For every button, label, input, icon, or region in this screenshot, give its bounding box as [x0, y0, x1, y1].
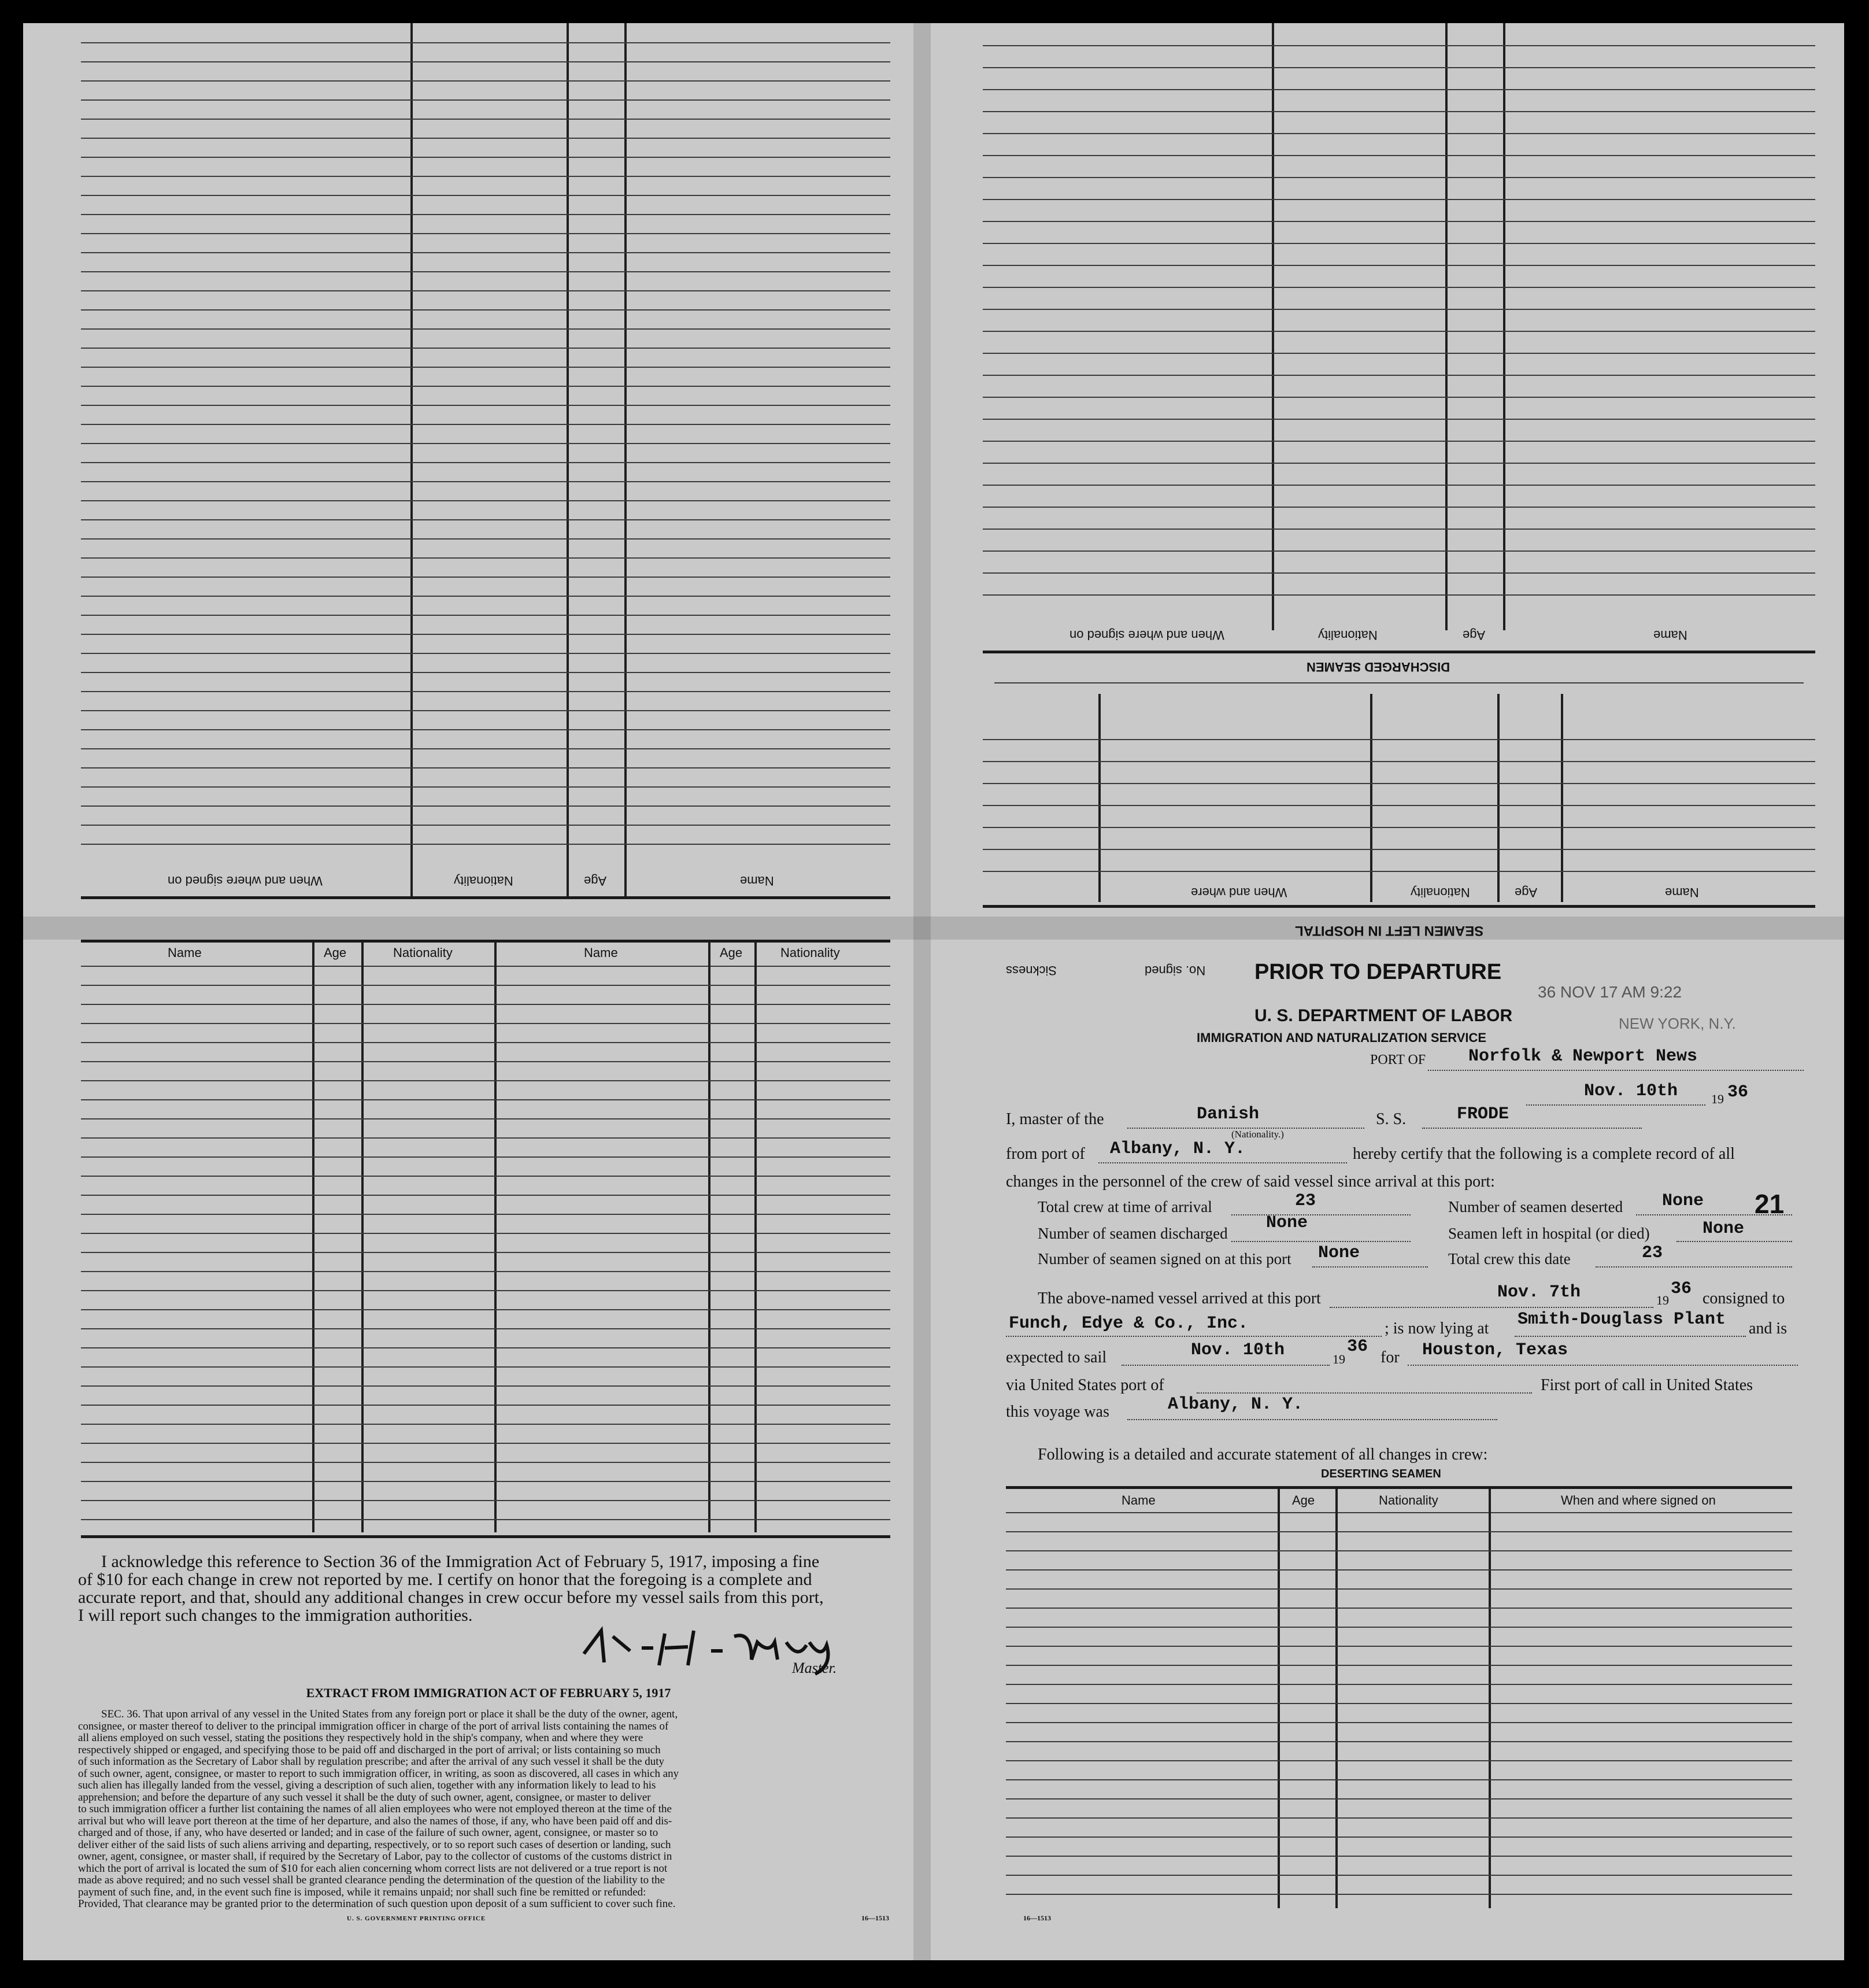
stamp-city: NEW YORK, N.Y.: [1619, 1015, 1736, 1032]
extract-body: [78, 1709, 899, 1911]
table-row-line: [983, 133, 1815, 134]
table-row-line: [81, 557, 890, 559]
table-row-line: [81, 1462, 890, 1463]
consigned-label: consigned to: [1703, 1289, 1785, 1307]
deserting-table: [1006, 1486, 1792, 1914]
deserting-header-age: Age: [1292, 1493, 1315, 1507]
table-row-line: [81, 985, 890, 986]
table-row-line: [81, 1080, 890, 1081]
table-row-line: [81, 1233, 890, 1234]
table-row-line: [81, 1176, 890, 1177]
certify-text: hereby certify that the following is a complete record of all: [1353, 1145, 1735, 1163]
bottom-left-rows: [81, 966, 890, 1532]
date-year-prefix: 19: [1711, 1092, 1724, 1106]
table-row-line: [1006, 1760, 1792, 1761]
table-row-line: [1006, 1856, 1792, 1857]
first-port-label: First port of call in United States: [1541, 1376, 1753, 1394]
extract-line: deliver either of the said lists of such aliens arriving and departing, respectively, or to so report such cases of desertion or landing, such: [78, 1839, 671, 1851]
top-left-table: [81, 23, 890, 917]
table-row-line: [81, 424, 890, 425]
port-label: PORT OF: [1370, 1052, 1426, 1067]
table-row-line: [1006, 1550, 1792, 1551]
table-row-line: [81, 500, 890, 501]
deserted-mark: 21: [1755, 1189, 1785, 1219]
table-row-line: [81, 252, 890, 253]
tl-header-name: Name: [740, 874, 774, 888]
table-row-line: [81, 1156, 890, 1158]
table-row-line: [983, 739, 1815, 740]
for-label: for: [1381, 1348, 1400, 1366]
table-row-line: [81, 825, 890, 826]
table-row-line: [1006, 1722, 1792, 1723]
hospital-title: SEAMEN LEFT IN HOSPITAL: [1295, 923, 1484, 938]
table-row-line: [81, 1137, 890, 1139]
table-row-line: [983, 309, 1815, 310]
bl-header-name-2: Name: [584, 945, 618, 960]
table-row-line: [81, 1405, 890, 1406]
hospital-value: None: [1703, 1219, 1745, 1239]
arrived-year-prefix: 19: [1656, 1293, 1669, 1307]
deserted-value: None: [1662, 1191, 1704, 1211]
discharged-header-nationality: Nationality: [1318, 628, 1378, 642]
voyage-value: Albany, N. Y.: [1168, 1395, 1304, 1414]
ack-line-4: I will report such changes to the immigration authorities.: [78, 1606, 473, 1625]
extract-line: respectively shipped or engaged, and specifying those to be paid off and discharged in the port of arrival; or lists containing so much: [78, 1744, 661, 1756]
table-row-line: [983, 594, 1815, 596]
from-port-label: from port of: [1006, 1145, 1085, 1163]
changes-text: changes in the personnel of the crew of said vessel since arrival at this port:: [1006, 1173, 1495, 1191]
table-row-line: [81, 1309, 890, 1310]
hospital-header-nationality: Nationality: [1411, 885, 1470, 900]
consignee-value: Funch, Edye & Co., Inc.: [1009, 1314, 1249, 1333]
bl-form-number: 16—1513: [861, 1914, 889, 1922]
table-row-line: [81, 1290, 890, 1291]
hospital-header-when: When and where: [1191, 885, 1287, 900]
table-row-line: [983, 375, 1815, 376]
table-row-line: [81, 1500, 890, 1501]
document-sheet: [23, 23, 1844, 1960]
form-number: 16—1513: [1023, 1914, 1051, 1922]
table-row-line: [81, 1061, 890, 1062]
bl-header-age-1: Age: [324, 945, 347, 960]
lying-value: Smith-Douglass Plant: [1518, 1310, 1726, 1329]
table-row-line: [81, 1519, 890, 1520]
discharged-header-name: Name: [1653, 628, 1687, 642]
nationality-caption: (Nationality.): [1231, 1129, 1284, 1140]
table-row-line: [81, 271, 890, 272]
table-row-line: [983, 419, 1815, 420]
tl-header-nationality: Nationality: [454, 874, 513, 888]
expected-value: Nov. 10th: [1191, 1340, 1285, 1360]
lying-label: ; is now lying at: [1385, 1320, 1489, 1337]
ack-line-1: I acknowledge this reference to Section 36 of the Immigration Act of February 5, 1917, imposing a fine: [101, 1552, 820, 1571]
extract-line: Provided, That clearance may be granted prior to the determination of such question upon deposit of a sum sufficient to cover such fine.: [78, 1898, 676, 1910]
date-value: Nov. 10th: [1584, 1081, 1678, 1101]
table-row-line: [81, 328, 890, 330]
table-row-line: [81, 80, 890, 82]
via-label: via United States port of: [1006, 1376, 1164, 1394]
hospital-rows: [983, 717, 1815, 873]
table-row-line: [983, 89, 1815, 90]
hospital-header-age: Age: [1515, 885, 1538, 900]
ss-label: S. S.: [1376, 1110, 1407, 1128]
table-row-line: [81, 348, 890, 349]
tl-header-when: When and where signed on: [168, 874, 323, 888]
table-row-line: [81, 1443, 890, 1444]
table-row-line: [81, 195, 890, 196]
table-row-line: [81, 1328, 890, 1329]
table-row-line: [81, 138, 890, 139]
table-row-line: [81, 786, 890, 788]
table-row-line: [81, 1424, 890, 1425]
discharged-title: DISCHARGED SEAMEN: [1307, 660, 1450, 674]
extract-line: such alien has illegally landed from the vessel, giving a description of such alien, together with any information likely to lead to his: [78, 1780, 656, 1791]
table-row-line: [81, 634, 890, 635]
table-row-line: [983, 761, 1815, 762]
extract-line: consignee, or master thereof to deliver to the principal immigration officer in charge of the port of arrival lists containing the names of: [78, 1720, 669, 1732]
port-value: Norfolk & Newport News: [1468, 1047, 1698, 1066]
table-row-line: [1006, 1646, 1792, 1647]
acknowledgment: [78, 1553, 899, 1624]
table-row-line: [81, 157, 890, 158]
extract-line: to such immigration officer a further list containing the names of all alien employees who were not employed thereon at the time of the: [78, 1804, 672, 1815]
table-row-line: [81, 691, 890, 692]
discharged-header-age: Age: [1463, 628, 1486, 642]
discharged-value: None: [1266, 1213, 1308, 1233]
table-row-line: [1006, 1588, 1792, 1590]
table-row-line: [81, 443, 890, 444]
table-row-line: [81, 405, 890, 406]
voyage-label: this voyage was: [1006, 1403, 1109, 1421]
table-row-line: [81, 462, 890, 463]
table-row-line: [81, 367, 890, 368]
ack-line-2: of $10 for each change in crew not reported by me. I certify on honor that the foregoing is a complete and: [78, 1570, 812, 1589]
table-row-line: [81, 61, 890, 62]
table-row-line: [983, 265, 1815, 266]
table-row-line: [1006, 1608, 1792, 1609]
following-text: Following is a detailed and accurate statement of all changes in crew:: [1038, 1446, 1488, 1464]
total-arrival-value: 23: [1295, 1191, 1316, 1211]
table-row-line: [983, 550, 1815, 552]
bl-header-nationality-2: Nationality: [780, 945, 840, 960]
table-row-line: [81, 748, 890, 749]
form-service: IMMIGRATION AND NATURALIZATION SERVICE: [1197, 1030, 1487, 1045]
table-row-line: [81, 214, 890, 215]
table-row-line: [983, 177, 1815, 178]
from-port-value: Albany, N. Y.: [1110, 1139, 1246, 1159]
expected-label: expected to sail: [1006, 1348, 1107, 1366]
deserting-header-when: When and where signed on: [1561, 1493, 1716, 1507]
table-row-line: [983, 827, 1815, 828]
extract-line: owner, agent, consignee, or master shall, if required by the Secretary of Labor, pay to the collector of customs of the customs district in: [78, 1851, 672, 1863]
table-row-line: [1006, 1569, 1792, 1571]
table-row-line: [81, 290, 890, 291]
table-row-line: [983, 331, 1815, 332]
table-row-line: [983, 67, 1815, 68]
discharged-header-when: When and where signed on: [1069, 628, 1224, 642]
master-of-label: I, master of the: [1006, 1110, 1104, 1128]
table-row-line: [1006, 1741, 1792, 1742]
table-row-line: [983, 529, 1815, 530]
arrived-label: The above-named vessel arrived at this port: [1038, 1289, 1321, 1307]
nationality-value: Danish: [1197, 1104, 1260, 1124]
table-row-line: [81, 653, 890, 654]
table-row-line: [983, 485, 1815, 486]
table-row-line: [983, 871, 1815, 872]
table-row-line: [1006, 1627, 1792, 1628]
table-row-line: [983, 111, 1815, 112]
table-row-line: [81, 1347, 890, 1348]
extract-line: arrival but who will leave port thereon at the time of her departure, and also the names of those, if any, who have been paid off and dis-: [78, 1815, 672, 1827]
extract-line: all aliens employed on such vessel, stating the positions they respectively hold in the ship's company, when and where they were: [78, 1732, 643, 1744]
table-row-line: [81, 233, 890, 234]
table-row-line: [81, 596, 890, 597]
table-row-line: [81, 481, 890, 482]
horizontal-fold: [23, 917, 1844, 940]
table-row-line: [1006, 1837, 1792, 1838]
master-label: Master.: [792, 1660, 837, 1676]
hospital-label: Seamen left in hospital (or died): [1448, 1225, 1650, 1242]
table-row-line: [81, 672, 890, 673]
printer-line: U. S. GOVERNMENT PRINTING OFFICE: [347, 1915, 486, 1922]
table-row-line: [1006, 1703, 1792, 1704]
table-row-line: [81, 1385, 890, 1387]
table-row-line: [983, 849, 1815, 850]
table-row-line: [81, 519, 890, 520]
extract-line: charged and of those, if any, who have deserted or landed; and in case of the failure of such owner, agent, consignee, or master so to: [78, 1827, 658, 1839]
form-department: U. S. DEPARTMENT OF LABOR: [1254, 1006, 1513, 1025]
table-row-line: [81, 710, 890, 711]
table-row-line: [81, 615, 890, 616]
table-row-line: [81, 176, 890, 177]
table-row-line: [81, 767, 890, 768]
date-year: 36: [1727, 1082, 1749, 1102]
extract-line: apprehension; and before the departure of any such vessel it shall be the duty of such owner, agent, consignee, or master to deliver: [78, 1791, 651, 1804]
received-stamp: 36 NOV 17 AM 9:22: [1538, 983, 1682, 1001]
deserting-title: DESERTING SEAMEN: [1321, 1468, 1441, 1480]
extract-line: payment of such fine, and, in the event such fine is imposed, while it remains unpaid; nor shall such fine be remitted or refunded:: [78, 1886, 646, 1898]
vertical-fold: [913, 23, 931, 1960]
arrived-value: Nov. 7th: [1497, 1283, 1581, 1302]
table-row-line: [81, 1271, 890, 1272]
table-row-line: [81, 577, 890, 578]
bl-header-nationality-1: Nationality: [393, 945, 453, 960]
table-row-line: [983, 353, 1815, 354]
discharged-label: Number of seamen discharged: [1038, 1225, 1228, 1242]
table-row-line: [1006, 1531, 1792, 1532]
total-arrival-label: Total crew at time of arrival: [1038, 1198, 1212, 1215]
bottom-left-table: [81, 940, 890, 1544]
deserting-header-nationality: Nationality: [1379, 1493, 1438, 1507]
table-row-line: [1006, 1798, 1792, 1799]
top-right-tables: [983, 23, 1815, 917]
table-row-line: [1006, 1817, 1792, 1819]
extract-line: made as above required; and no such vessel shall be granted clearance pending the determination of the question of the liability to the: [78, 1875, 665, 1886]
table-row-line: [81, 805, 890, 807]
table-row-line: [81, 1366, 890, 1368]
table-row-line: [983, 155, 1815, 156]
ack-line-3: accurate report, and that, should any additional changes in crew occur before my vessel sails from this port,: [78, 1588, 824, 1607]
table-row-line: [81, 99, 890, 101]
table-row-line: [81, 1099, 890, 1100]
table-row-line: [81, 1004, 890, 1005]
table-row-line: [983, 783, 1815, 784]
table-row-line: [1006, 1875, 1792, 1876]
table-row-line: [983, 243, 1815, 244]
table-row-line: [983, 507, 1815, 508]
extract-line: which the port of arrival is located the sum of $10 for each alien concerning whom correct lists are not delivered or a true report is not: [78, 1863, 668, 1875]
total-date-value: 23: [1642, 1243, 1663, 1263]
deserted-label: Number of seamen deserted: [1448, 1198, 1623, 1215]
table-row-line: [983, 287, 1815, 288]
hospital-tag-sickness: Sickness: [1006, 963, 1057, 978]
hospital-tag-no-signed: No. signed: [1145, 963, 1206, 978]
and-is-label: and is: [1749, 1320, 1787, 1337]
table-row-line: [81, 309, 890, 311]
extract-title: EXTRACT FROM IMMIGRATION ACT OF FEBRUARY 5, 1917: [306, 1686, 671, 1700]
table-row-line: [983, 441, 1815, 442]
table-row-line: [1006, 1665, 1792, 1666]
top-left-rows: [81, 23, 890, 850]
table-row-line: [81, 1023, 890, 1024]
table-row-line: [81, 729, 890, 730]
table-row-line: [1006, 1684, 1792, 1685]
table-row-line: [983, 572, 1815, 574]
table-row-line: [1006, 1894, 1792, 1895]
expected-year: 36: [1347, 1337, 1368, 1357]
extract-line: SEC. 36. That upon arrival of any vessel in the United States from any foreign port or place it shall be the duty of the owner, agent,: [101, 1709, 678, 1720]
table-row-line: [81, 1252, 890, 1253]
hospital-header-name: Name: [1665, 885, 1699, 900]
table-row-line: [81, 844, 890, 845]
table-row-line: [1006, 1779, 1792, 1780]
ss-value: FRODE: [1457, 1104, 1509, 1124]
table-row-line: [983, 221, 1815, 222]
bl-header-name-1: Name: [168, 945, 202, 960]
table-row-line: [81, 42, 890, 43]
table-row-line: [983, 45, 1815, 46]
table-row-line: [983, 397, 1815, 398]
table-row-line: [81, 538, 890, 540]
table-row-line: [81, 1481, 890, 1482]
signed-on-value: None: [1318, 1243, 1360, 1263]
signed-on-label: Number of seamen signed on at this port: [1038, 1250, 1291, 1268]
extract-line: of such owner, agent, consignee, or master to report to such immigration officer, in writing, as soon as discovered, all cases in which any: [78, 1768, 679, 1780]
expected-year-prefix: 19: [1333, 1352, 1345, 1366]
table-row-line: [81, 386, 890, 387]
table-row-line: [81, 1214, 890, 1215]
table-row-line: [81, 119, 890, 120]
total-date-label: Total crew this date: [1448, 1250, 1571, 1268]
tl-header-age: Age: [584, 874, 607, 888]
table-row-line: [983, 463, 1815, 464]
table-row-line: [983, 199, 1815, 200]
for-value: Houston, Texas: [1422, 1340, 1568, 1360]
table-row-line: [81, 1042, 890, 1043]
bl-header-age-2: Age: [720, 945, 743, 960]
table-row-line: [81, 1195, 890, 1196]
arrived-year: 36: [1671, 1279, 1692, 1299]
table-row-line: [983, 805, 1815, 806]
table-row-line: [81, 1118, 890, 1119]
discharged-rows: [983, 23, 1815, 601]
deserting-header-name: Name: [1122, 1493, 1156, 1507]
extract-line: of such information as the Secretary of Labor shall by regulation prescribe; and after the arrival of any such vessel it shall be the duty: [78, 1756, 665, 1768]
form-title: PRIOR TO DEPARTURE: [1254, 960, 1502, 984]
deserting-rows: [1006, 1512, 1792, 1911]
